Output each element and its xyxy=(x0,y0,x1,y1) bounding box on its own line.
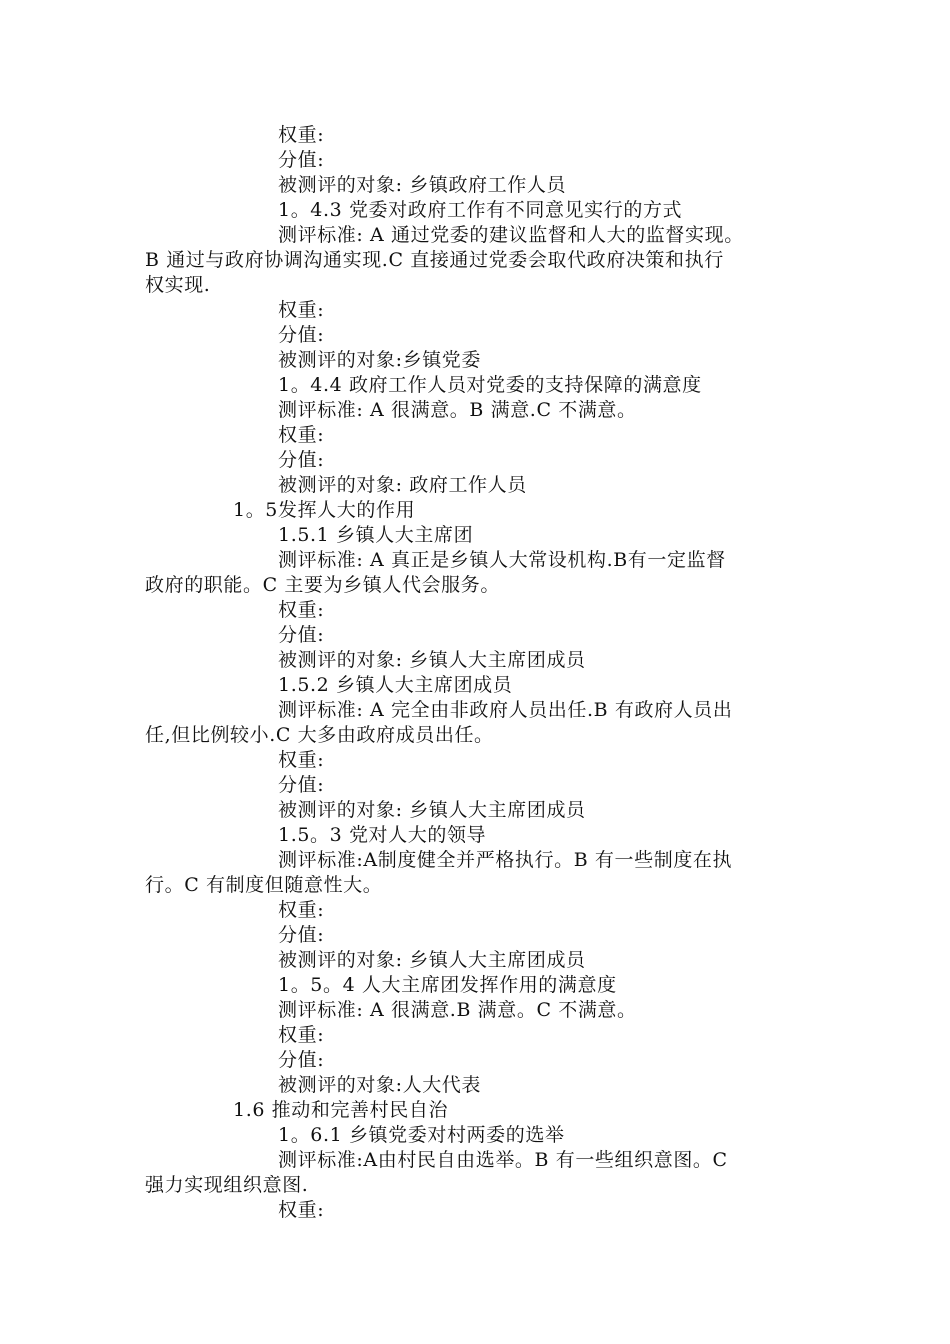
text-line: 被测评的对象:人大代表 xyxy=(278,1074,482,1096)
text-line: 被测评的对象: 乡镇人大主席团成员 xyxy=(278,649,586,671)
section-heading: 1。5发挥人大的作用 xyxy=(233,499,416,521)
text-line: 权重: xyxy=(278,1199,325,1221)
text-line: 权重: xyxy=(278,749,325,771)
text-line: B 通过与政府协调沟通实现.C 直接通过党委会取代政府决策和执行 xyxy=(145,249,724,271)
text-line: 任,但比例较小.C 大多由政府成员出任。 xyxy=(145,724,494,746)
text-line: 被测评的对象:乡镇党委 xyxy=(278,349,482,371)
text-line: 分值: xyxy=(278,149,325,171)
text-line: 权重: xyxy=(278,299,325,321)
text-line: 被测评的对象: 政府工作人员 xyxy=(278,474,527,496)
text-line: 测评标准:A制度健全并严格执行。B 有一些制度在执 xyxy=(278,849,733,871)
text-line: 政府的职能。C 主要为乡镇人代会服务。 xyxy=(145,574,500,596)
text-line: 权重: xyxy=(278,899,325,921)
text-line: 测评标准: A 很满意。B 满意.C 不满意。 xyxy=(278,399,637,421)
text-line: 行。C 有制度但随意性大。 xyxy=(145,874,383,896)
text-line: 被测评的对象: 乡镇政府工作人员 xyxy=(278,174,567,196)
text-line: 权重: xyxy=(278,599,325,621)
text-line: 分值: xyxy=(278,449,325,471)
text-line: 分值: xyxy=(278,924,325,946)
section-heading: 1.5.2 乡镇人大主席团成员 xyxy=(278,674,513,696)
text-line: 权实现. xyxy=(145,274,211,296)
text-line: 被测评的对象: 乡镇人大主席团成员 xyxy=(278,799,586,821)
section-heading: 1。4.4 政府工作人员对党委的支持保障的满意度 xyxy=(278,374,702,396)
text-line: 分值: xyxy=(278,774,325,796)
section-heading: 1.5。3 党对人大的领导 xyxy=(278,824,487,846)
section-heading: 1。4.3 党委对政府工作有不同意见实行的方式 xyxy=(278,199,683,221)
text-line: 分值: xyxy=(278,1049,325,1071)
text-line: 分值: xyxy=(278,624,325,646)
section-heading: 1。5。4 人大主席团发挥作用的满意度 xyxy=(278,974,617,996)
text-line: 权重: xyxy=(278,1024,325,1046)
text-line: 测评标准: A 完全由非政府人员出任.B 有政府人员出 xyxy=(278,699,733,721)
text-line: 测评标准: A 很满意.B 满意。C 不满意。 xyxy=(278,999,637,1021)
text-line: 权重: xyxy=(278,424,325,446)
document-body xyxy=(145,123,810,1223)
text-line: 测评标准:A由村民自由选举。B 有一些组织意图。C xyxy=(278,1149,728,1171)
text-line: 强力实现组织意图. xyxy=(145,1174,309,1196)
text-line: 权重: xyxy=(278,124,325,146)
text-line: 分值: xyxy=(278,324,325,346)
section-heading: 1.6 推动和完善村民自治 xyxy=(233,1099,449,1121)
section-heading: 1。6.1 乡镇党委对村两委的选举 xyxy=(278,1124,565,1146)
text-line: 测评标准: A 通过党委的建议监督和人大的监督实现。 xyxy=(278,224,744,246)
section-heading: 1.5.1 乡镇人大主席团 xyxy=(278,524,474,546)
text-line: 被测评的对象: 乡镇人大主席团成员 xyxy=(278,949,586,971)
text-line: 测评标准: A 真正是乡镇人大常设机构.B有一定监督 xyxy=(278,549,726,571)
